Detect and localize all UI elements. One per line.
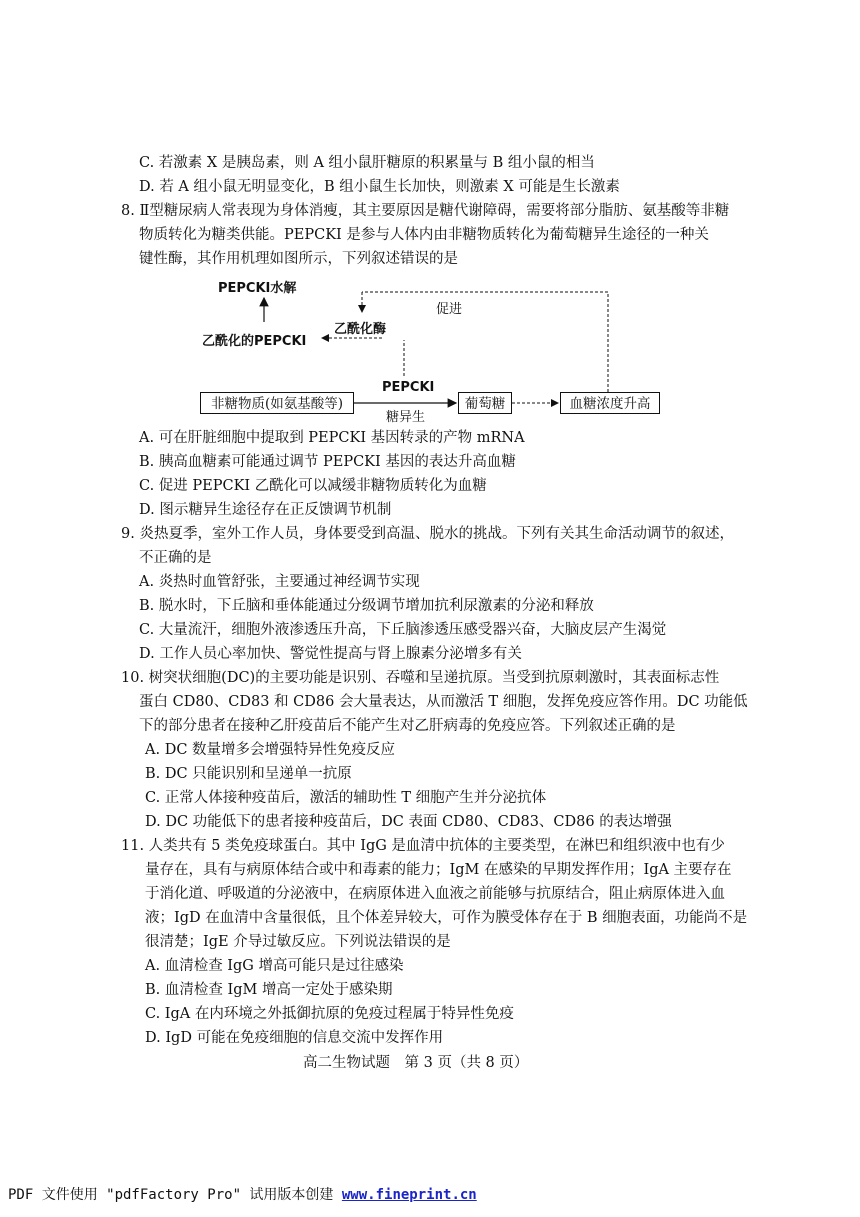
page-footer: 高二生物试题 第 3 页（共 8 页）	[303, 1055, 529, 1071]
watermark-text: PDF 文件使用 "pdfFactory Pro" 试用版本创建	[8, 1187, 342, 1203]
q11-option-b: B. 血清检查 IgM 增高一定处于感染期	[145, 982, 393, 998]
q10-stem-line-1: 10. 树突状细胞(DC)的主要功能是识别、吞噬和呈递抗原。当受到抗原刺激时，其表面标志性	[121, 670, 720, 686]
q10-option-c: C. 正常人体接种疫苗后，激活的辅助性 T 细胞产生并分泌抗体	[145, 790, 547, 806]
q10-option-a: A. DC 数量增多会增强特异性免疫反应	[145, 742, 396, 758]
q8-stem-line-1: 8. Ⅱ型糖尿病人常表现为身体消瘦，其主要原因是糖代谢障碍，需要将部分脂肪、氨基酸等非糖	[121, 203, 730, 219]
q8-option-d: D. 图示糖异生途径存在正反馈调节机制	[139, 502, 392, 518]
q10-stem-line-2: 蛋白 CD80、CD83 和 CD86 会大量表达，从而激活 T 细胞，发挥免疫应答作用。DC 功能低	[139, 694, 748, 710]
label-gluconeogenesis: 糖异生	[386, 410, 426, 425]
diagram-arrows	[0, 0, 860, 440]
label-acetylase: 乙酰化酶	[334, 322, 387, 337]
label-hydrolysis: PEPCKI水解	[218, 281, 297, 296]
q11-option-a: A. 血清检查 IgG 增高可能只是过往感染	[145, 958, 404, 974]
q8-stem-line-3: 键性酶，其作用机理如图所示，下列叙述错误的是	[139, 251, 458, 267]
q11-stem-line-1: 11. 人类共有 5 类免疫球蛋白。其中 IgG 是血清中抗体的主要类型，在淋巴和组织液中也有少	[121, 838, 725, 854]
q11-stem-line-4: 液；IgD 在血清中含量很低，且个体差异较大，可作为膜受体存在于 B 细胞表面，功能尚不是	[145, 910, 748, 926]
q9-option-b: B. 脱水时，下丘脑和垂体能通过分级调节增加抗利尿激素的分泌和释放	[139, 598, 594, 614]
q9-option-a: A. 炎热时血管舒张，主要通过神经调节实现	[139, 574, 420, 590]
q10-option-b: B. DC 只能识别和呈递单一抗原	[145, 766, 352, 782]
q9-option-d: D. 工作人员心率加快、警觉性提高与肾上腺素分泌增多有关	[139, 646, 522, 662]
q8-option-a: A. 可在肝脏细胞中提取到 PEPCKI 基因转录的产物 mRNA	[139, 430, 525, 446]
q9-stem-line-2: 不正确的是	[139, 550, 212, 566]
q11-stem-line-2: 量存在，具有与病原体结合或中和毒素的能力；IgM 在感染的早期发挥作用；IgA 主要存在	[145, 862, 732, 878]
q8-option-b: B. 胰高血糖素可能通过调节 PEPCKI 基因的表达升高血糖	[139, 454, 516, 470]
box-nonsugar: 非糖物质(如氨基酸等)	[200, 392, 354, 414]
q9-option-c: C. 大量流汗，细胞外液渗透压升高，下丘脑渗透压感受器兴奋，大脑皮层产生渴觉	[139, 622, 667, 638]
q7-option-d: D. 若 A 组小鼠无明显变化，B 组小鼠生长加快，则激素 X 可能是生长激素	[139, 179, 620, 195]
q11-stem-line-3: 于消化道、呼吸道的分泌液中，在病原体进入血液之前能够与抗原结合，阻止病原体进入血	[145, 886, 725, 902]
q11-option-d: D. IgD 可能在免疫细胞的信息交流中发挥作用	[145, 1030, 444, 1046]
q11-option-c: C. IgA 在内环境之外抵御抗原的免疫过程属于特异性免疫	[145, 1006, 514, 1022]
label-promote: 促进	[436, 302, 463, 317]
label-acetylated-pepcki: 乙酰化的PEPCKI	[202, 334, 307, 349]
q10-stem-line-3: 下的部分患者在接种乙肝疫苗后不能产生对乙肝病毒的免疫应答。下列叙述正确的是	[139, 718, 676, 734]
q9-stem-line-1: 9. 炎热夏季，室外工作人员，身体要受到高温、脱水的挑战。下列有关其生命活动调节的叙述，	[121, 526, 734, 542]
watermark-link[interactable]: www.fineprint.cn	[341, 1187, 477, 1203]
q11-stem-line-5: 很清楚；IgE 介导过敏反应。下列说法错误的是	[145, 934, 451, 950]
label-pepcki: PEPCKI	[382, 380, 435, 395]
q10-option-d: D. DC 功能低下的患者接种疫苗后，DC 表面 CD80、CD83、CD86 的表达增强	[145, 814, 672, 830]
q8-stem-line-2: 物质转化为糖类供能。PEPCKI 是参与人体内由非糖物质转化为葡萄糖异生途径的一种关	[139, 227, 709, 243]
q7-option-c: C. 若激素 X 是胰岛素，则 A 组小鼠肝糖原的积累量与 B 组小鼠的相当	[139, 155, 595, 171]
q8-option-c: C. 促进 PEPCKI 乙酰化可以减缓非糖物质转化为血糖	[139, 478, 487, 494]
pdf-watermark	[8, 1184, 477, 1204]
box-blood-sugar: 血糖浓度升高	[560, 392, 660, 414]
box-glucose: 葡萄糖	[458, 392, 512, 414]
